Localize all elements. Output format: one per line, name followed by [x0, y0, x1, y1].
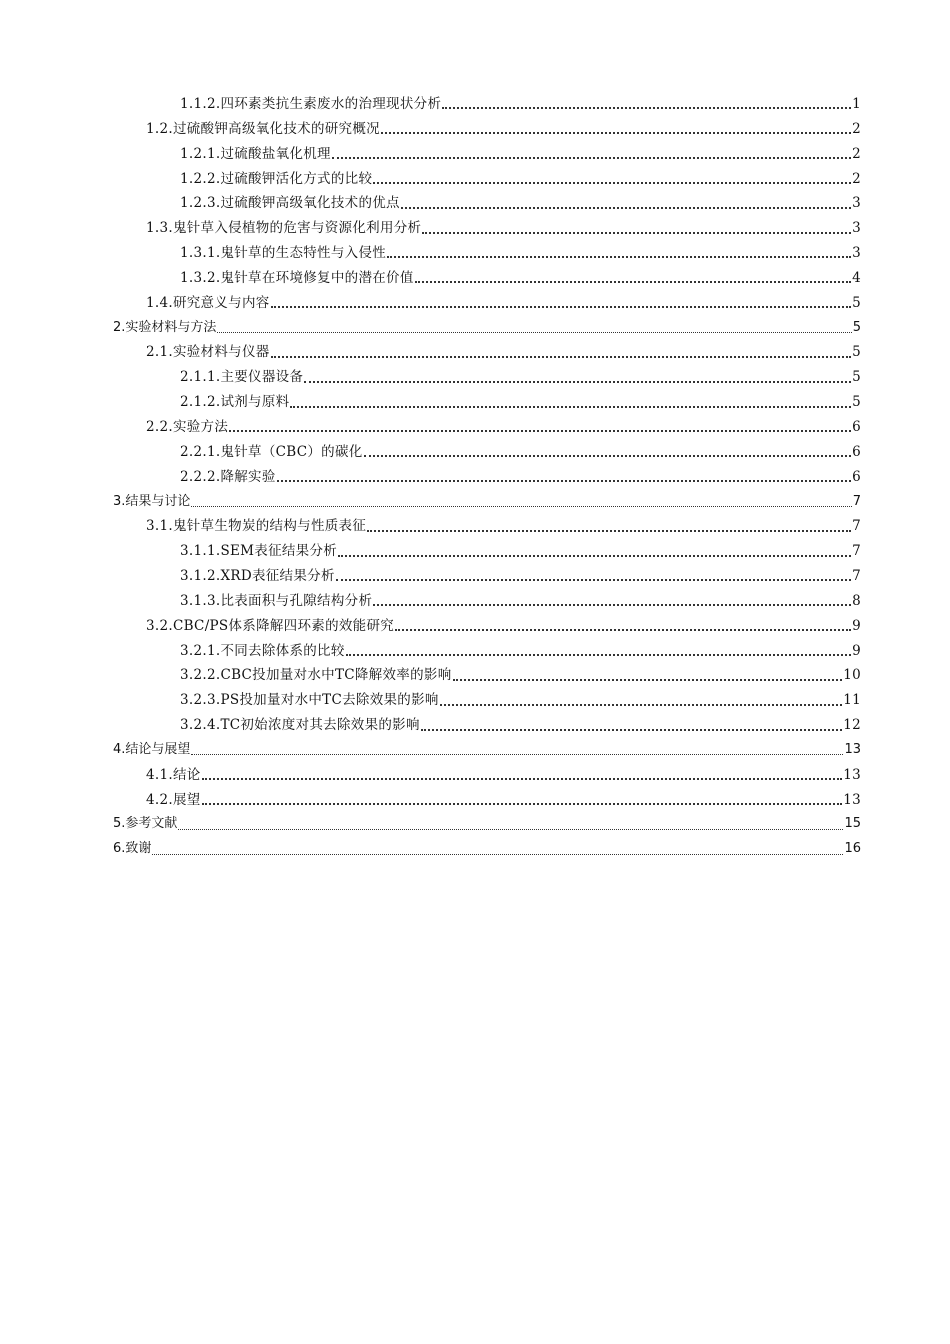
toc-entry-page-number: 9 [852, 617, 861, 634]
toc-entry[interactable] [113, 92, 861, 117]
toc-entry-title: 4.结论与展望 [113, 741, 191, 757]
toc-entry[interactable] [113, 316, 861, 341]
toc-entry[interactable] [113, 266, 861, 291]
toc-dot-leader [453, 669, 843, 683]
toc-dot-leader [152, 843, 843, 857]
toc-entry[interactable] [113, 415, 861, 440]
toc-entry-page-number: 4 [852, 269, 861, 286]
toc-dot-leader [178, 818, 843, 832]
toc-dot-leader [367, 520, 851, 534]
toc-entry-title: 1.3.1.鬼针草的生态特性与入侵性 [180, 245, 387, 262]
toc-dot-leader [336, 569, 851, 583]
toc-dot-leader [290, 396, 851, 410]
toc-entry[interactable] [113, 440, 861, 465]
toc-dot-leader [346, 644, 851, 658]
toc-dot-leader [442, 97, 851, 111]
toc-entry-page-number: 16 [844, 841, 861, 857]
toc-entry[interactable] [113, 142, 861, 167]
toc-entry[interactable] [113, 738, 861, 763]
toc-dot-leader [202, 793, 843, 807]
toc-entry-title: 4.2.展望 [146, 791, 201, 808]
toc-entry-title: 2.1.实验材料与仪器 [146, 344, 270, 361]
toc-entry-page-number: 3 [852, 220, 861, 237]
toc-entry-page-number: 5 [852, 369, 861, 386]
toc-dot-leader [271, 346, 852, 360]
toc-entry[interactable] [113, 564, 861, 589]
toc-entry[interactable] [113, 216, 861, 241]
toc-entry[interactable] [113, 788, 861, 813]
toc-entry[interactable] [113, 390, 861, 415]
toc-entry[interactable] [113, 688, 861, 713]
toc-dot-leader [373, 594, 851, 608]
toc-entry[interactable] [113, 614, 861, 639]
toc-entry[interactable] [113, 117, 861, 142]
toc-entry[interactable] [113, 514, 861, 539]
toc-entry-page-number: 6 [852, 468, 861, 485]
toc-entry-page-number: 13 [844, 741, 861, 757]
toc-dot-leader [421, 719, 842, 733]
toc-entry-title: 6.致谢 [113, 841, 152, 857]
toc-entry-page-number: 1 [852, 96, 861, 112]
toc-dot-leader [440, 694, 843, 708]
toc-dot-leader [271, 296, 852, 310]
toc-dot-leader [387, 246, 851, 260]
toc-entry[interactable] [113, 291, 861, 316]
toc-entry-page-number: 13 [843, 766, 861, 783]
toc-entry-page-number: 5 [852, 294, 861, 311]
toc-dot-leader [415, 271, 851, 285]
toc-entry[interactable] [113, 837, 861, 862]
toc-dot-leader [338, 545, 851, 559]
toc-entry[interactable] [113, 191, 861, 216]
toc-entry[interactable] [113, 465, 861, 490]
toc-entry-title: 5.参考文献 [113, 816, 178, 832]
toc-entry-page-number: 6 [852, 443, 861, 460]
toc-entry-title: 3.1.鬼针草生物炭的结构与性质表征 [146, 518, 367, 535]
toc-dot-leader [277, 470, 851, 484]
toc-entry-page-number: 2 [852, 145, 861, 162]
toc-dot-leader [202, 768, 843, 782]
table-of-contents [113, 92, 861, 862]
toc-entry[interactable] [113, 490, 861, 515]
toc-dot-leader [381, 122, 851, 136]
toc-dot-leader [217, 321, 851, 335]
toc-entry-page-number: 5 [852, 394, 861, 411]
toc-entry-title: 1.4.研究意义与内容 [146, 294, 270, 311]
toc-dot-leader [373, 172, 851, 186]
toc-entry-title: 1.2.2.过硫酸钾活化方式的比较 [180, 170, 373, 187]
toc-entry-title: 1.1.2.四环素类抗生素废水的治理现状分析 [180, 96, 442, 112]
toc-entry-title: 3.2.2.CBC投加量对水中TC降解效率的影响 [180, 667, 452, 684]
toc-entry-title: 1.3.2.鬼针草在环境修复中的潜在价值 [180, 269, 414, 286]
toc-dot-leader [229, 420, 851, 434]
toc-entry-page-number: 3 [852, 195, 861, 212]
toc-dot-leader [401, 197, 851, 211]
toc-entry[interactable] [113, 167, 861, 192]
toc-entry[interactable] [113, 663, 861, 688]
toc-entry-title: 2.2.实验方法 [146, 418, 229, 435]
toc-entry-page-number: 6 [852, 418, 861, 435]
toc-dot-leader [332, 147, 851, 161]
toc-entry-page-number: 9 [852, 642, 861, 659]
toc-entry-page-number: 10 [843, 667, 861, 684]
toc-entry-title: 3.2.3.PS投加量对水中TC去除效果的影响 [180, 692, 439, 709]
toc-entry-page-number: 7 [852, 568, 861, 585]
toc-entry-title: 3.2.1.不同去除体系的比较 [180, 642, 345, 659]
toc-dot-leader [191, 495, 851, 509]
toc-entry-title: 4.1.结论 [146, 766, 201, 783]
toc-entry-title: 3.2.4.TC初始浓度对其去除效果的影响 [180, 717, 420, 734]
toc-entry-page-number: 2 [852, 170, 861, 187]
toc-entry[interactable] [113, 241, 861, 266]
toc-entry-title: 1.3.鬼针草入侵植物的危害与资源化利用分析 [146, 220, 422, 237]
toc-entry[interactable] [113, 812, 861, 837]
toc-entry-title: 1.2.过硫酸钾高级氧化技术的研究概况 [146, 120, 380, 137]
toc-entry-title: 1.2.3.过硫酸钾高级氧化技术的优点 [180, 195, 400, 212]
toc-entry-title: 3.1.3.比表面积与孔隙结构分析 [180, 592, 373, 609]
toc-entry-page-number: 2 [852, 120, 861, 137]
toc-entry-title: 3.2.CBC/PS体系降解四环素的效能研究 [146, 617, 395, 634]
toc-entry[interactable] [113, 639, 861, 664]
toc-entry-title: 3.结果与讨论 [113, 493, 191, 509]
toc-entry-page-number: 11 [843, 692, 861, 709]
toc-entry[interactable] [113, 539, 861, 564]
toc-entry[interactable] [113, 589, 861, 614]
toc-entry-title: 2.2.2.降解实验 [180, 468, 276, 485]
toc-dot-leader [191, 743, 843, 757]
toc-entry-title: 2.2.1.鬼针草（CBC）的碳化 [180, 443, 363, 460]
toc-entry-page-number: 5 [852, 319, 861, 335]
toc-entry-title: 2.1.1.主要仪器设备 [180, 369, 304, 386]
toc-entry-page-number: 8 [852, 592, 861, 609]
toc-entry-title: 3.1.1.SEM表征结果分析 [180, 543, 338, 560]
toc-entry-page-number: 7 [852, 543, 861, 560]
toc-entry-title: 2.实验材料与方法 [113, 319, 217, 335]
toc-entry-title: 2.1.2.试剂与原料 [180, 394, 290, 411]
toc-entry-page-number: 5 [852, 344, 861, 361]
toc-entry[interactable] [113, 340, 861, 365]
toc-entry[interactable] [113, 763, 861, 788]
toc-entry-page-number: 7 [852, 518, 861, 535]
toc-entry-title: 1.2.1.过硫酸盐氧化机理 [180, 145, 331, 162]
toc-entry-page-number: 15 [844, 816, 861, 832]
toc-entry-page-number: 3 [852, 245, 861, 262]
toc-entry-page-number: 13 [843, 791, 861, 808]
toc-dot-leader [395, 619, 851, 633]
toc-entry-title: 3.1.2.XRD表征结果分析 [180, 568, 335, 585]
toc-entry-page-number: 7 [852, 493, 861, 509]
toc-dot-leader [304, 371, 851, 385]
toc-entry-page-number: 12 [843, 717, 861, 734]
toc-dot-leader [422, 222, 851, 236]
toc-entry[interactable] [113, 365, 861, 390]
toc-entry[interactable] [113, 713, 861, 738]
toc-dot-leader [364, 445, 852, 459]
